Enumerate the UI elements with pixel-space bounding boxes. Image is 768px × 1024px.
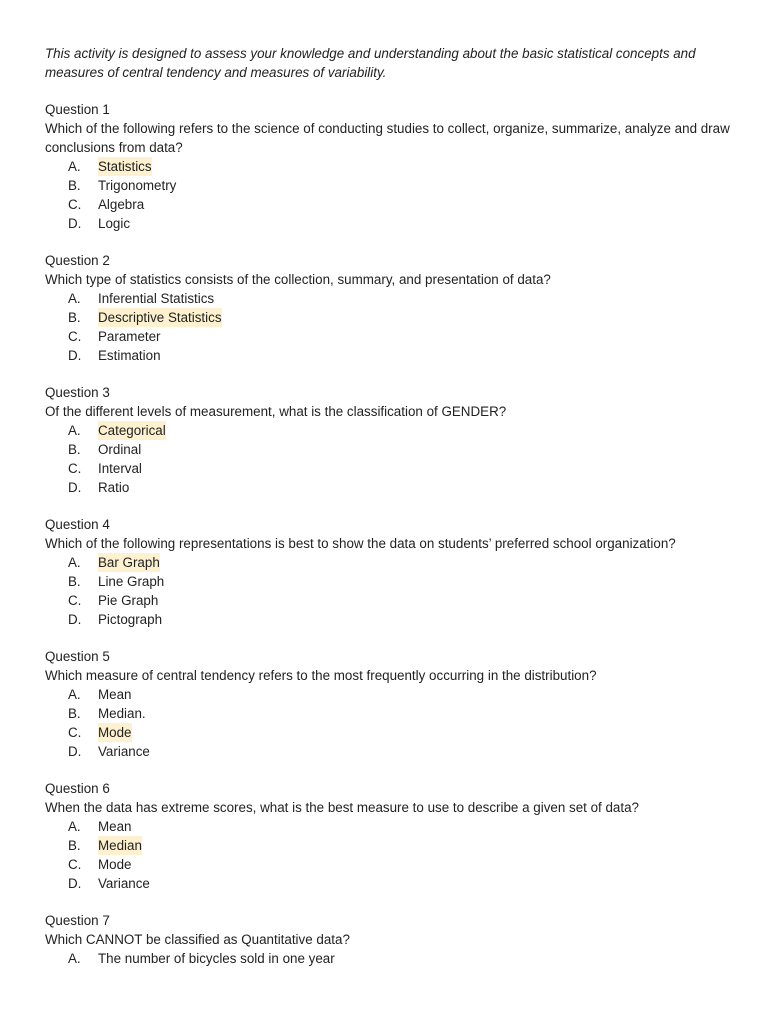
option-item	[45, 421, 735, 440]
option-text-highlighted: Median	[98, 838, 142, 853]
option-letter: A.	[68, 951, 81, 966]
question-text: Which of the following refers to the science of conducting studies to collect, organize, summarize, analyze and draw conclusions from data?	[45, 121, 730, 155]
option-list	[45, 949, 735, 968]
option-letter: B.	[68, 574, 81, 589]
question-block	[45, 779, 735, 893]
option-letter: B.	[68, 442, 81, 457]
option-letter: C.	[68, 329, 82, 344]
option-text: Pie Graph	[98, 593, 159, 608]
question-text: Which type of statistics consists of the collection, summary, and presentation of data?	[45, 272, 551, 287]
option-letter: A.	[68, 819, 81, 834]
question-list	[45, 100, 735, 968]
document-page	[45, 44, 735, 986]
option-text: Algebra	[98, 197, 145, 212]
question-block	[45, 911, 735, 968]
option-letter: C.	[68, 197, 82, 212]
option-text: Mean	[98, 687, 132, 702]
option-item	[45, 591, 735, 610]
option-item	[45, 874, 735, 893]
question-block	[45, 100, 735, 233]
question-block	[45, 647, 735, 761]
option-item	[45, 949, 735, 968]
option-list	[45, 157, 735, 233]
option-letter: B.	[68, 706, 81, 721]
option-text: Mean	[98, 819, 132, 834]
intro-text: This activity is designed to assess your knowledge and understanding about the basic statistical concepts and measures of central tendency and measures of variability.	[45, 46, 696, 80]
option-list	[45, 421, 735, 497]
option-item	[45, 855, 735, 874]
question-block	[45, 515, 735, 629]
option-list	[45, 553, 735, 629]
option-text: Parameter	[98, 329, 161, 344]
option-item	[45, 157, 735, 176]
option-text: The number of bicycles sold in one year	[98, 951, 335, 966]
option-item	[45, 214, 735, 233]
question-title: Question 1	[45, 102, 110, 117]
option-text-highlighted: Mode	[98, 725, 132, 740]
question-block	[45, 251, 735, 365]
option-item	[45, 704, 735, 723]
question-title: Question 7	[45, 913, 110, 928]
option-item	[45, 836, 735, 855]
option-item	[45, 685, 735, 704]
option-letter: C.	[68, 593, 82, 608]
option-text: Inferential Statistics	[98, 291, 215, 306]
option-letter: D.	[68, 612, 82, 627]
option-text: Estimation	[98, 348, 161, 363]
question-title: Question 2	[45, 253, 110, 268]
question-text: Which of the following representations is best to show the data on students’ preferred school organization?	[45, 536, 676, 551]
option-text-highlighted: Descriptive Statistics	[98, 310, 222, 325]
option-item	[45, 327, 735, 346]
option-item	[45, 195, 735, 214]
question-text: Which CANNOT be classified as Quantitative data?	[45, 932, 350, 947]
option-item	[45, 346, 735, 365]
option-letter: A.	[68, 159, 81, 174]
question-title: Question 3	[45, 385, 110, 400]
option-text-highlighted: Statistics	[98, 159, 152, 174]
question-text: Which measure of central tendency refers to the most frequently occurring in the distribution?	[45, 668, 597, 683]
option-item	[45, 440, 735, 459]
question-text: Of the different levels of measurement, what is the classification of GENDER?	[45, 404, 507, 419]
question-title: Question 6	[45, 781, 110, 796]
option-item	[45, 478, 735, 497]
option-text-highlighted: Categorical	[98, 423, 166, 438]
option-letter: A.	[68, 291, 81, 306]
option-item	[45, 308, 735, 327]
option-text: Mode	[98, 857, 132, 872]
option-item	[45, 553, 735, 572]
option-text: Line Graph	[98, 574, 165, 589]
option-letter: C.	[68, 857, 82, 872]
option-list	[45, 685, 735, 761]
option-item	[45, 723, 735, 742]
option-letter: A.	[68, 423, 81, 438]
option-text-highlighted: Bar Graph	[98, 555, 160, 570]
question-block	[45, 383, 735, 497]
question-title: Question 4	[45, 517, 110, 532]
option-item	[45, 610, 735, 629]
option-list	[45, 817, 735, 893]
option-item	[45, 572, 735, 591]
option-text: Variance	[98, 876, 150, 891]
option-letter: D.	[68, 216, 82, 231]
option-text: Trigonometry	[98, 178, 177, 193]
option-letter: D.	[68, 348, 82, 363]
option-text: Logic	[98, 216, 131, 231]
option-item	[45, 817, 735, 836]
option-letter: A.	[68, 687, 81, 702]
option-letter: D.	[68, 480, 82, 495]
option-text: Interval	[98, 461, 142, 476]
option-letter: B.	[68, 838, 81, 853]
option-letter: C.	[68, 461, 82, 476]
option-text: Median.	[98, 706, 146, 721]
option-letter: B.	[68, 178, 81, 193]
question-text: When the data has extreme scores, what is the best measure to use to describe a given set of data?	[45, 800, 639, 815]
option-letter: C.	[68, 725, 82, 740]
option-text: Variance	[98, 744, 150, 759]
option-list	[45, 289, 735, 365]
option-item	[45, 289, 735, 308]
question-title: Question 5	[45, 649, 110, 664]
option-item	[45, 176, 735, 195]
option-letter: A.	[68, 555, 81, 570]
option-text: Ratio	[98, 480, 130, 495]
option-letter: D.	[68, 744, 82, 759]
option-letter: D.	[68, 876, 82, 891]
option-text: Pictograph	[98, 612, 163, 627]
option-item	[45, 742, 735, 761]
option-letter: B.	[68, 310, 81, 325]
option-item	[45, 459, 735, 478]
option-text: Ordinal	[98, 442, 142, 457]
